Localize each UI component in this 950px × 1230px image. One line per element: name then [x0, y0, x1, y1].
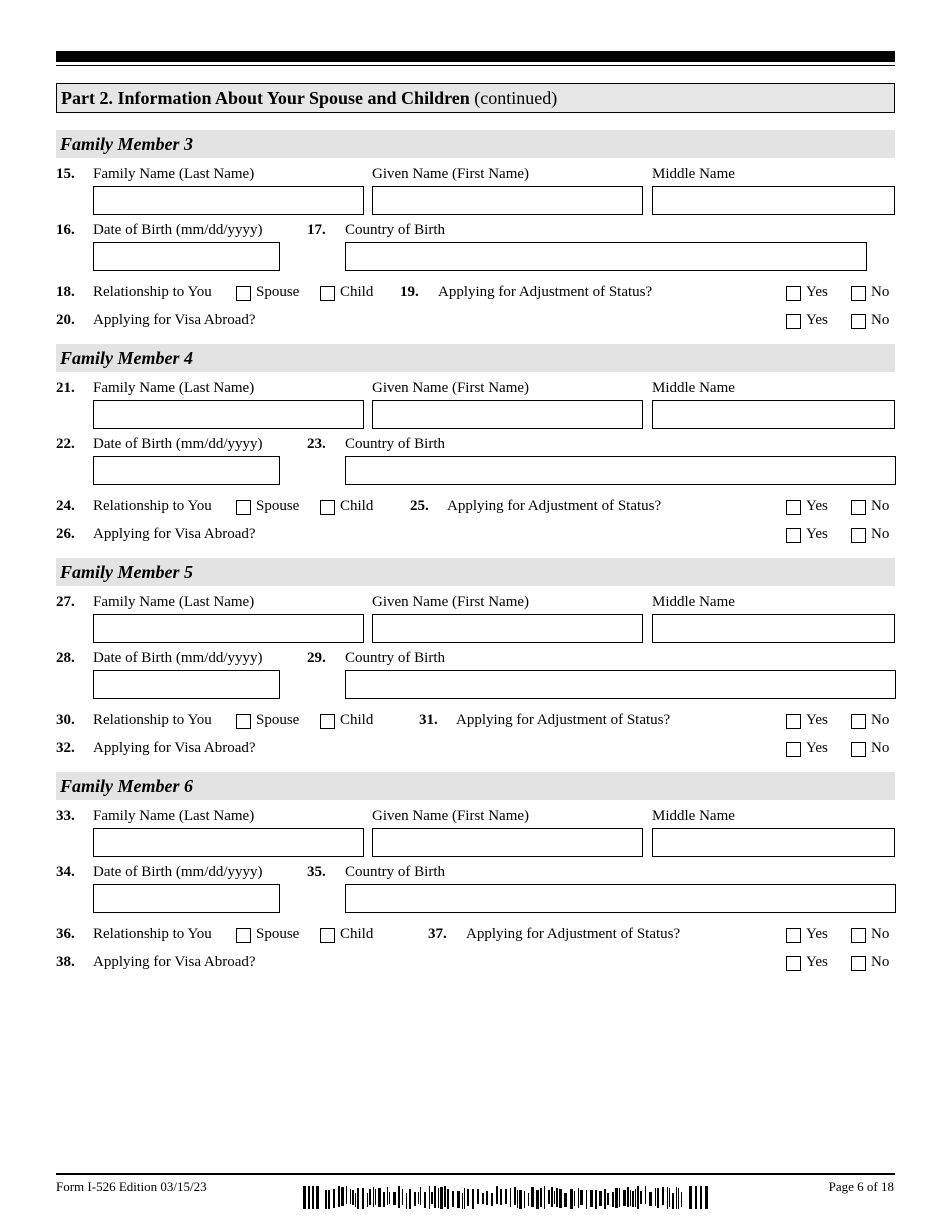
fm3-adjustment-yes-checkbox[interactable]: [786, 286, 801, 301]
fm5-item-number-dob: 28.: [56, 650, 75, 666]
footer-rule: [56, 1173, 895, 1175]
fm4-country-label: Country of Birth: [345, 436, 445, 452]
fm5-item-number-name: 27.: [56, 594, 75, 610]
fm5-country-input[interactable]: [345, 670, 896, 699]
fm4-adjustment-no-checkbox[interactable]: [851, 500, 866, 515]
fm4-adjustment-label: Applying for Adjustment of Status?: [447, 498, 662, 514]
fm6-dob-label: Date of Birth (mm/dd/yyyy): [93, 864, 263, 880]
fm3-visa-label: Applying for Visa Abroad?: [93, 312, 256, 328]
fm5-item-number-relationship: 30.: [56, 712, 75, 728]
fm4-visa-label: Applying for Visa Abroad?: [93, 526, 256, 542]
fm5-section-title: Family Member 5: [60, 562, 193, 582]
fm6-item-number-visa: 38.: [56, 954, 75, 970]
fm5-adjustment-no-label: No: [871, 712, 890, 728]
fm3-family-name-input[interactable]: [93, 186, 364, 215]
fm4-section-bar: [56, 344, 895, 372]
fm5-adjustment-yes-label: Yes: [806, 712, 828, 728]
fm5-spouse-label: Spouse: [256, 712, 300, 728]
fm5-relationship-label: Relationship to You: [93, 712, 212, 728]
fm4-item-number-dob: 22.: [56, 436, 75, 452]
fm5-section-bar: [56, 558, 895, 586]
fm3-given-name-input[interactable]: [372, 186, 643, 215]
fm4-relationship-label: Relationship to You: [93, 498, 212, 514]
fm4-item-number-relationship: 24.: [56, 498, 75, 514]
fm6-spouse-label: Spouse: [256, 926, 300, 942]
fm3-dob-label: Date of Birth (mm/dd/yyyy): [93, 222, 263, 238]
fm5-visa-yes-checkbox[interactable]: [786, 742, 801, 757]
fm5-item-number-visa: 32.: [56, 740, 75, 756]
fm3-spouse-label: Spouse: [256, 284, 300, 300]
top-thin-rule: [56, 65, 895, 66]
fm5-item-number-adjustment: 31.: [419, 712, 438, 728]
fm4-adjustment-no-label: No: [871, 498, 890, 514]
fm4-item-number-adjustment: 25.: [410, 498, 429, 514]
fm3-visa-yes-label: Yes: [806, 312, 828, 328]
part-header: [56, 83, 895, 113]
fm3-section-title: Family Member 3: [60, 134, 193, 154]
fm6-visa-label: Applying for Visa Abroad?: [93, 954, 256, 970]
fm6-family-name-input[interactable]: [93, 828, 364, 857]
fm6-section-bar: [56, 772, 895, 800]
fm4-item-number-name: 21.: [56, 380, 75, 396]
fm4-dob-input[interactable]: [93, 456, 280, 485]
fm4-item-number-country: 23.: [307, 436, 326, 452]
fm6-adjustment-label: Applying for Adjustment of Status?: [466, 926, 681, 942]
fm6-visa-yes-label: Yes: [806, 954, 828, 970]
fm5-child-label: Child: [340, 712, 374, 728]
fm6-item-number-name: 33.: [56, 808, 75, 824]
fm3-visa-no-checkbox[interactable]: [851, 314, 866, 329]
fm4-family-name-label: Family Name (Last Name): [93, 380, 255, 396]
fm3-visa-yes-checkbox[interactable]: [786, 314, 801, 329]
fm4-visa-no-checkbox[interactable]: [851, 528, 866, 543]
fm4-adjustment-yes-checkbox[interactable]: [786, 500, 801, 515]
footer-page-number: Page 6 of 18: [828, 1179, 894, 1194]
fm3-visa-no-label: No: [871, 312, 890, 328]
fm4-visa-yes-checkbox[interactable]: [786, 528, 801, 543]
fm5-family-name-input[interactable]: [93, 614, 364, 643]
fm6-adjustment-no-checkbox[interactable]: [851, 928, 866, 943]
fm6-item-number-dob: 34.: [56, 864, 75, 880]
fm5-visa-no-checkbox[interactable]: [851, 742, 866, 757]
fm5-adjustment-label: Applying for Adjustment of Status?: [456, 712, 671, 728]
fm3-item-number-dob: 16.: [56, 222, 75, 238]
fm3-adjustment-no-checkbox[interactable]: [851, 286, 866, 301]
fm5-dob-input[interactable]: [93, 670, 280, 699]
fm4-middle-name-label: Middle Name: [652, 380, 735, 396]
fm6-adjustment-yes-checkbox[interactable]: [786, 928, 801, 943]
fm6-child-label: Child: [340, 926, 374, 942]
fm6-visa-no-checkbox[interactable]: [851, 956, 866, 971]
fm5-adjustment-no-checkbox[interactable]: [851, 714, 866, 729]
part-header-suffix: (continued): [469, 88, 558, 108]
fm3-relationship-label: Relationship to You: [93, 284, 212, 300]
fm6-visa-no-label: No: [871, 954, 890, 970]
fm6-country-input[interactable]: [345, 884, 896, 913]
fm5-family-name-label: Family Name (Last Name): [93, 594, 255, 610]
fm6-adjustment-yes-label: Yes: [806, 926, 828, 942]
fm3-family-name-label: Family Name (Last Name): [93, 166, 255, 182]
fm3-child-label: Child: [340, 284, 374, 300]
fm3-middle-name-input[interactable]: [652, 186, 895, 215]
fm3-item-number-relationship: 18.: [56, 284, 75, 300]
fm6-relationship-label: Relationship to You: [93, 926, 212, 942]
fm6-section-title: Family Member 6: [60, 776, 193, 796]
fm3-item-number-visa: 20.: [56, 312, 75, 328]
fm4-spouse-label: Spouse: [256, 498, 300, 514]
fm6-visa-yes-checkbox[interactable]: [786, 956, 801, 971]
fm6-adjustment-no-label: No: [871, 926, 890, 942]
fm4-child-checkbox[interactable]: [320, 500, 335, 515]
fm4-country-input[interactable]: [345, 456, 896, 485]
fm4-dob-label: Date of Birth (mm/dd/yyyy): [93, 436, 263, 452]
fm6-item-number-relationship: 36.: [56, 926, 75, 942]
fm3-dob-input[interactable]: [93, 242, 280, 271]
fm4-item-number-visa: 26.: [56, 526, 75, 542]
fm4-given-name-input[interactable]: [372, 400, 643, 429]
fm3-item-number-country: 17.: [307, 222, 326, 238]
fm3-middle-name-label: Middle Name: [652, 166, 735, 182]
fm6-given-name-label: Given Name (First Name): [372, 808, 530, 824]
fm6-given-name-input[interactable]: [372, 828, 643, 857]
fm4-family-name-input[interactable]: [93, 400, 364, 429]
fm3-adjustment-no-label: No: [871, 284, 890, 300]
fm3-item-number-name: 15.: [56, 166, 75, 182]
fm6-country-label: Country of Birth: [345, 864, 445, 880]
fm3-given-name-label: Given Name (First Name): [372, 166, 530, 182]
fm5-visa-no-label: No: [871, 740, 890, 756]
footer-form-id: Form I-526 Edition 03/15/23: [56, 1179, 207, 1194]
fm3-country-label: Country of Birth: [345, 222, 445, 238]
fm3-spouse-checkbox[interactable]: [236, 286, 251, 301]
fm3-country-input[interactable]: [345, 242, 867, 271]
fm3-child-checkbox[interactable]: [320, 286, 335, 301]
fm6-spouse-checkbox[interactable]: [236, 928, 251, 943]
fm3-adjustment-label: Applying for Adjustment of Status?: [438, 284, 653, 300]
fm5-given-name-label: Given Name (First Name): [372, 594, 530, 610]
part-header-title: Part 2. Information About Your Spouse and Children: [61, 88, 470, 108]
fm6-child-checkbox[interactable]: [320, 928, 335, 943]
fm5-middle-name-input[interactable]: [652, 614, 895, 643]
fm4-given-name-label: Given Name (First Name): [372, 380, 530, 396]
fm4-section-title: Family Member 4: [60, 348, 193, 368]
fm5-middle-name-label: Middle Name: [652, 594, 735, 610]
fm5-spouse-checkbox[interactable]: [236, 714, 251, 729]
barcode: [303, 1186, 711, 1209]
fm3-adjustment-yes-label: Yes: [806, 284, 828, 300]
top-thick-rule: [56, 51, 895, 62]
fm4-adjustment-yes-label: Yes: [806, 498, 828, 514]
fm6-dob-input[interactable]: [93, 884, 280, 913]
fm3-section-bar: [56, 130, 895, 158]
fm4-visa-no-label: No: [871, 526, 890, 542]
fm5-visa-yes-label: Yes: [806, 740, 828, 756]
fm5-country-label: Country of Birth: [345, 650, 445, 666]
fm5-given-name-input[interactable]: [372, 614, 643, 643]
fm5-item-number-country: 29.: [307, 650, 326, 666]
fm6-middle-name-label: Middle Name: [652, 808, 735, 824]
fm6-item-number-adjustment: 37.: [428, 926, 447, 942]
fm4-child-label: Child: [340, 498, 374, 514]
fm6-family-name-label: Family Name (Last Name): [93, 808, 255, 824]
fm5-dob-label: Date of Birth (mm/dd/yyyy): [93, 650, 263, 666]
fm6-middle-name-input[interactable]: [652, 828, 895, 857]
fm5-visa-label: Applying for Visa Abroad?: [93, 740, 256, 756]
fm6-item-number-country: 35.: [307, 864, 326, 880]
fm5-adjustment-yes-checkbox[interactable]: [786, 714, 801, 729]
fm3-item-number-adjustment: 19.: [400, 284, 419, 300]
fm4-middle-name-input[interactable]: [652, 400, 895, 429]
fm4-spouse-checkbox[interactable]: [236, 500, 251, 515]
fm4-visa-yes-label: Yes: [806, 526, 828, 542]
fm5-child-checkbox[interactable]: [320, 714, 335, 729]
